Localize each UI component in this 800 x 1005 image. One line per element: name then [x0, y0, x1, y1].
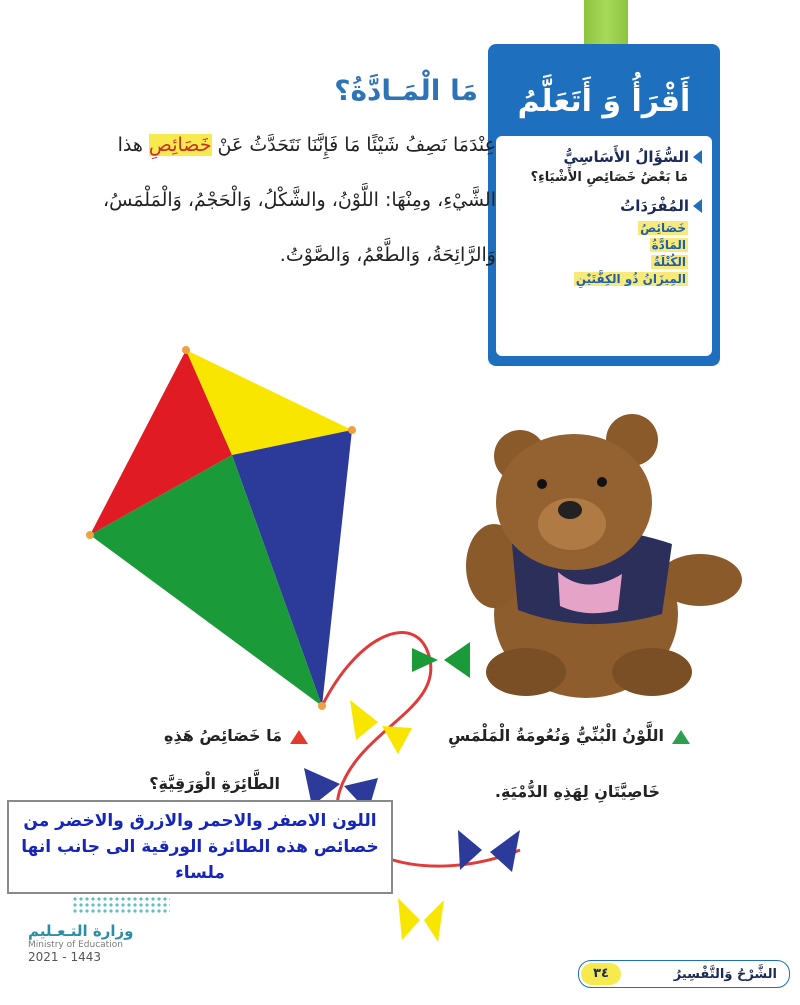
kite-tip [318, 702, 326, 710]
kite-bow-blue [490, 830, 520, 872]
ministry-arabic-name: وزارة التـعـليم [28, 922, 134, 940]
kite-tip [86, 531, 94, 539]
card-title: أَقْرَأُ وَ أَتَعَلَّمُ [517, 84, 691, 119]
kite-bow-yellow [398, 898, 420, 940]
kite-caption-line2: الطَّائِرَةِ الْوَرَقِيَّةِ؟ [149, 774, 280, 793]
essential-question-heading [506, 148, 702, 166]
kite-caption-line1: مَا خَصَائِصُ هَذِهِ [164, 726, 308, 745]
academic-year: 2021 - 1443 [28, 950, 102, 964]
bear-caption-line1: اللَّوْنُ الْبُنِّيُّ وَنُعُومَةُ الْمَلْمَسِ [448, 726, 690, 745]
ministry-english-name: Ministry of Education [28, 940, 123, 950]
paragraph-text: هذا الشَّيْءِ، ومِنْهَا: اللَّوْنُ، والشَّكْلُ، وَالْحَجْمُ، وَالْمَلْمَسُ، وَالرَّائِحَةُ، وَالطَّعْمُ، وَالصَّوْتُ. [102, 134, 496, 266]
vocab-item: خَصَائِصُ [640, 221, 686, 235]
paragraph-text: عِنْدَمَا نَصِفُ شَيْئًا مَا فَإِنَّنَا نَتَحَدَّثُ عَنْ [217, 134, 496, 156]
kite-bow-yellow [350, 700, 378, 740]
kite-bow-yellow [424, 900, 444, 942]
intro-paragraph [86, 118, 496, 283]
read-learn-card [488, 44, 720, 366]
vocab-item: الكُتْلَةُ [653, 255, 686, 269]
green-triangle-icon [672, 730, 690, 744]
vocabulary-label: المُفْرَدَاتُ [620, 197, 689, 215]
pointer-icon [693, 150, 702, 164]
vocab-item: المِيزَانُ ذُو الكِفَّتَيْنِ [575, 272, 686, 286]
ministry-logo-dots [72, 896, 170, 914]
card-body [496, 136, 712, 356]
page-number: ٣٤ [581, 963, 621, 985]
bear-nose [558, 501, 582, 519]
answer-text-box: اللون الاصفر والاحمر والازرق والاخضر من خصائص هذه الطائرة الورقية الى جانب انها ملساء [7, 800, 393, 894]
essential-question-label: السُّؤَالُ الأَسَاسِيُّ [563, 148, 689, 166]
pointer-icon [693, 199, 702, 213]
bear-eye [537, 479, 547, 489]
vocabulary-list [506, 221, 688, 286]
bear-caption-line2: خَاصِيَّتَانِ لِهَذِهِ الدُّمْيَةِ. [494, 782, 660, 801]
highlighted-term: خَصَائِصِ [148, 134, 212, 156]
teddy-bear-illustration [462, 404, 752, 704]
page-footer [578, 960, 790, 988]
bear-arm [658, 554, 742, 606]
vocab-item: المَادَّةُ [651, 238, 686, 252]
kite-bow-green [412, 648, 438, 672]
footer-section-label: الشَّرْحُ وَالتَّفْسِيرُ [673, 966, 777, 982]
kite-tip [182, 346, 190, 354]
section-heading: مَا الْمَـادَّةُ؟ [334, 74, 478, 107]
ministry-logo [28, 922, 133, 964]
bear-foot [612, 648, 692, 696]
kite-bow-yellow [382, 726, 412, 754]
vocabulary-heading [506, 197, 702, 215]
bear-eye [597, 477, 607, 487]
red-triangle-icon [290, 730, 308, 744]
essential-question-text: مَا بَعْضُ خَصَائِصِ الأَشْيَاءِ؟ [530, 170, 688, 185]
bear-foot [486, 648, 566, 696]
kite-tip [348, 426, 356, 434]
